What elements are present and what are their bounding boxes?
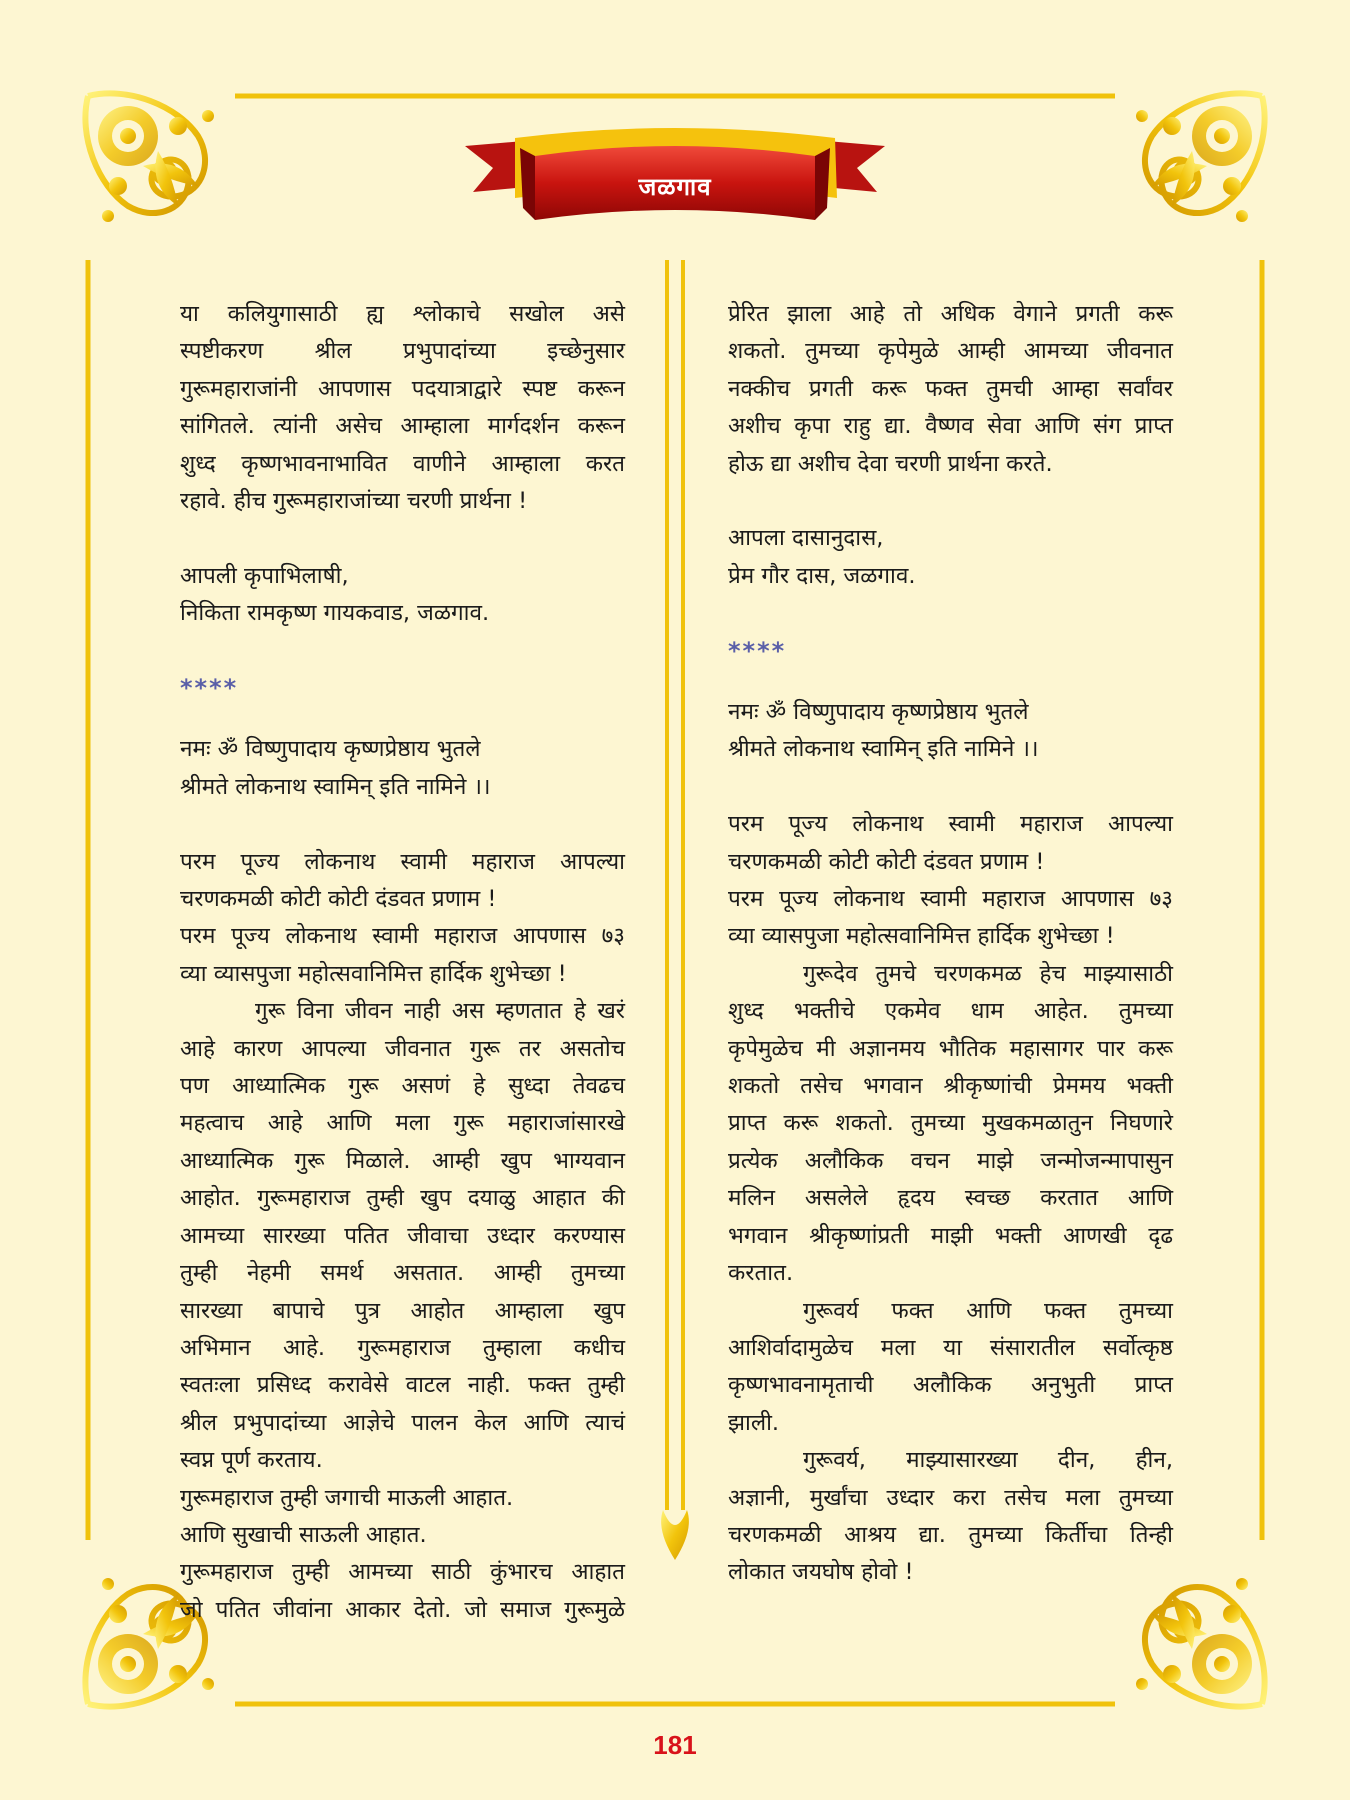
- greeting-line: चरणकमळी कोटी कोटी दंडवत प्रणाम !: [728, 848, 1045, 875]
- text-line: मलिन असलेले हृदय स्वच्छ करतात आणि: [728, 1185, 1173, 1212]
- text-line: स्वप्न पूर्ण करताय.: [180, 1447, 323, 1474]
- greeting-line: परम पूज्य लोकनाथ स्वामी महाराज आपणास ७३: [728, 886, 1173, 913]
- right-column: [728, 296, 1173, 1592]
- text-line: शुध्द कृष्णभावनाभावित वाणीने आम्हाला करत: [180, 450, 625, 477]
- text-line: भगवान श्रीकृष्णांप्रती माझी भक्ती आणखी दृढ: [728, 1222, 1173, 1249]
- text-line: आहे कारण आपल्या जीवनात गुरू तर असतोच: [180, 1035, 625, 1062]
- text-line: स्वतःला प्रसिध्द करावेसे वाटल नाही. फक्त तुम्ही: [180, 1372, 625, 1399]
- text-line: श्रील प्रभुपादांच्या आज्ञेचे पालन केल आणि त्याचं: [180, 1409, 625, 1436]
- text-line: तुम्ही नेहमी समर्थ असतात. आम्ही तुमच्या: [180, 1260, 625, 1287]
- text-line: लोकात जयघोष होवो !: [728, 1559, 914, 1586]
- text-line: होऊ द्या अशीच देवा चरणी प्रार्थना करते.: [728, 450, 1053, 477]
- text-line: गुरू विना जीवन नाही अस म्हणतात हे खरं: [255, 998, 625, 1025]
- text-line: सारख्या बापाचे पुत्र आहोत आम्हाला खुप: [180, 1297, 625, 1324]
- mantra-line: नमः ॐ विष्णुपादाय कृष्णप्रेष्ठाय भुतले: [728, 699, 1029, 726]
- mantra-line: नमः ॐ विष्णुपादाय कृष्णप्रेष्ठाय भुतले: [180, 736, 481, 763]
- text-line: पण आध्यात्मिक गुरू असणं हे सुध्दा तेवढच: [180, 1073, 625, 1100]
- text-line: शुध्द भक्तीचे एकमेव धाम आहेत. तुमच्या: [728, 998, 1173, 1025]
- greeting-line: व्या व्यासपुजा महोत्सवानिमित्त हार्दिक शुभेच्छा !: [728, 923, 1115, 950]
- signature-line: आपला दासानुदास,: [728, 525, 884, 552]
- left-column: [180, 296, 625, 1629]
- greeting-line: परम पूज्य लोकनाथ स्वामी महाराज आपणास ७३: [180, 923, 625, 950]
- mantra-line: श्रीमते लोकनाथ स्वामिन् इति नामिने ।।: [728, 736, 1039, 763]
- section-title: जळगाव: [638, 173, 712, 201]
- text-line: प्रेरित झाला आहे तो अधिक वेगाने प्रगती करू: [728, 301, 1173, 327]
- text-line: नक्कीच प्रगती करू फक्त तुमची आम्हा सर्वांवर: [728, 375, 1173, 402]
- text-line: अशीच कृपा राहु द्या. वैष्णव सेवा आणि संग प्राप्त: [728, 413, 1173, 440]
- text-line: सांगितले. त्यांनी असेच आम्हाला मार्गदर्शन करून: [180, 413, 625, 440]
- text-line: प्राप्त करू शकतो. तुमच्या मुखकमळातुन निघणारे: [728, 1110, 1173, 1137]
- text-line: महत्वाच आहे आणि मला गुरू महाराजांसारखे: [180, 1110, 625, 1137]
- text-line: गुरूमहाराज तुम्ही जगाची माऊली आहात.: [180, 1484, 514, 1511]
- text-line: गुरूमहाराज तुम्ही आमच्या साठी कुंभारच आहात: [180, 1559, 625, 1586]
- text-line: जो पतित जीवांना आकार देतो. जो समाज गुरूमुळे: [180, 1596, 625, 1623]
- greeting-line: व्या व्यासपुजा महोत्सवानिमित्त हार्दिक शुभेच्छा !: [180, 960, 567, 987]
- text-line: या कलियुगासाठी ह्य श्लोकाचे सखोल असे: [180, 301, 625, 327]
- section-separator: ****: [728, 636, 787, 665]
- text-line: गुरूदेव तुमचे चरणकमळ हेच माझ्यासाठी: [803, 960, 1173, 987]
- text-line: रहावे. हीच गुरूमहाराजांच्या चरणी प्रार्थना !: [180, 488, 528, 515]
- text-line: अभिमान आहे. गुरूमहाराज तुम्हाला कधीच: [180, 1334, 625, 1361]
- greeting-line: चरणकमळी कोटी कोटी दंडवत प्रणाम !: [180, 886, 497, 913]
- text-line: गुरूवर्य फक्त आणि फक्त तुमच्या: [803, 1297, 1173, 1324]
- text-line: गुरूमहाराजांनी आपणास पदयात्राद्वारे स्पष्ट करून: [180, 375, 625, 402]
- signature-name: प्रेम गौर दास, जळगाव.: [728, 562, 916, 589]
- section-separator: ****: [180, 674, 239, 703]
- text-line: चरणकमळी आश्रय द्या. तुमच्या किर्तीचा तिन्ही: [728, 1521, 1173, 1548]
- text-line: आमच्या सारख्या पतित जीवाचा उध्दार करण्यास: [180, 1222, 625, 1249]
- page-number: 181: [653, 1730, 697, 1760]
- text-line: आशिर्वादामुळेच मला या संसारातील सर्वोत्कृष्ठ: [728, 1334, 1173, 1361]
- signature-line: आपली कृपाभिलाषी,: [180, 562, 349, 589]
- text-line: शकतो तसेच भगवान श्रीकृष्णांची प्रेममय भक्ती: [728, 1073, 1173, 1100]
- greeting-line: परम पूज्य लोकनाथ स्वामी महाराज आपल्या: [728, 811, 1173, 838]
- signature-name: निकिता रामकृष्ण गायकवाड, जळगाव.: [180, 600, 490, 627]
- text-line: आध्यात्मिक गुरू मिळाले. आम्ही खुप भाग्यवान: [180, 1147, 625, 1174]
- text-line: कृपेमुळेच मी अज्ञानमय भौतिक महासागर पार करू: [728, 1035, 1173, 1062]
- text-line: स्पष्टीकरण श्रील प्रभुपादांच्या इच्छेनुसार: [180, 338, 625, 365]
- text-line: शकतो. तुमच्या कृपेमुळे आम्ही आमच्या जीवनात: [728, 338, 1173, 365]
- text-line: करतात.: [728, 1260, 794, 1287]
- text-line: आणि सुखाची साऊली आहात.: [180, 1521, 427, 1548]
- greeting-line: परम पूज्य लोकनाथ स्वामी महाराज आपल्या: [180, 848, 625, 875]
- text-line: आहोत. गुरूमहाराज तुम्ही खुप दयाळु आहात की: [180, 1185, 625, 1212]
- text-line: प्रत्येक अलौकिक वचन माझे जन्मोजन्मापासुन: [728, 1147, 1173, 1174]
- mantra-line: श्रीमते लोकनाथ स्वामिन् इति नामिने ।।: [180, 773, 491, 800]
- text-line: गुरूवर्य, माझ्यासारख्या दीन, हीन,: [803, 1447, 1173, 1474]
- text-line: झाली.: [728, 1409, 780, 1436]
- text-line: कृष्णभावनामृताची अलौकिक अनुभुती प्राप्त: [728, 1372, 1173, 1399]
- text-line: अज्ञानी, मुर्खांचा उध्दार करा तसेच मला तुमच्या: [728, 1484, 1173, 1511]
